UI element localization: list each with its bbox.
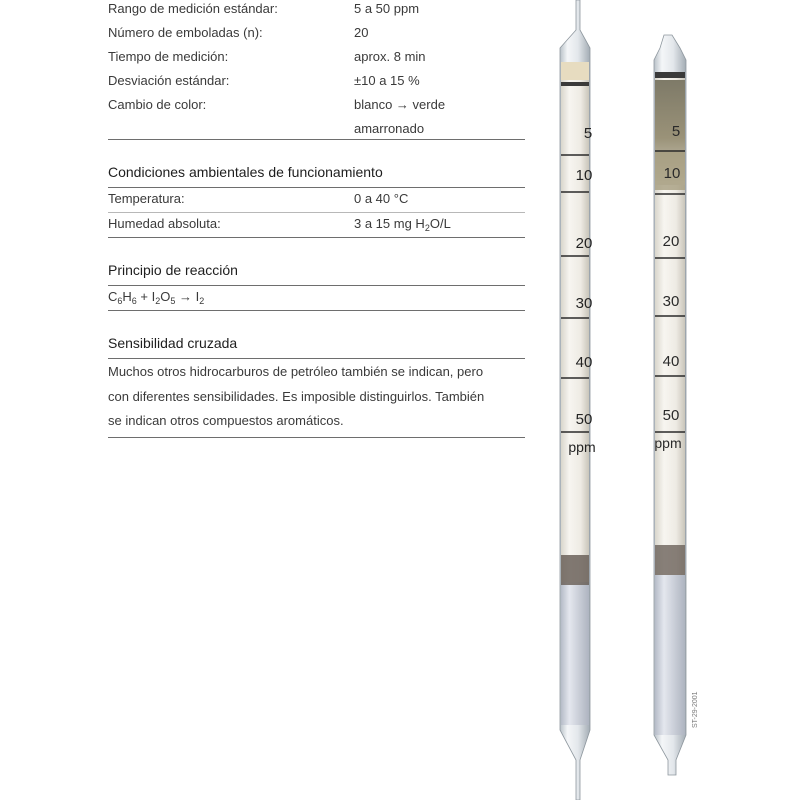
spec-label: Tiempo de medición: — [108, 49, 229, 64]
scale-label: 50 — [662, 407, 680, 424]
scale-label: 20 — [575, 235, 593, 252]
condition-row-temperature — [108, 188, 525, 212]
cross-sensitivity-title: Sensibilidad cruzada — [108, 335, 238, 351]
condition-value: 3 a 15 mg $H_2O/L$ — [354, 216, 451, 233]
scale-label: 5 — [583, 125, 593, 142]
text-line: se indican otros compuestos aromáticos. — [108, 413, 344, 428]
text-line: Muchos otros hidrocarburos de petróleo también se indican, pero — [108, 364, 484, 379]
spec-label: Número de emboladas (n): — [108, 25, 263, 40]
spec-label: Cambio de color: — [108, 97, 207, 112]
spec-row-strokes — [108, 23, 525, 47]
scale-label: 40 — [662, 353, 680, 370]
scale-label: 10 — [575, 167, 593, 184]
reaction-formula: $C_6H_6 + I_2O_5 \to I_2$ — [108, 289, 205, 306]
cross-sensitivity-text — [108, 359, 525, 437]
spec-value: ±10 a 15 % — [354, 73, 420, 88]
image-code: ST-29-2001 — [692, 691, 699, 728]
spec-row-range — [108, 0, 525, 23]
text-line: con diferentes sensibilidades. Es imposible distinguirlos. También — [108, 388, 485, 404]
condition-label: Temperatura: — [108, 191, 185, 206]
reaction-title: Principio de reacción — [108, 262, 238, 278]
spec-value: 20 — [354, 25, 369, 40]
scale-label: 40 — [575, 354, 593, 371]
scale-label: 30 — [662, 293, 680, 310]
scale-label: 50 — [575, 411, 593, 428]
tube-used — [654, 35, 686, 775]
spec-column — [108, 0, 525, 438]
spec-row-deviation — [108, 71, 525, 95]
scale-label: 20 — [662, 233, 680, 250]
condition-row-humidity — [108, 213, 525, 237]
spec-label: Rango de medición estándar: — [108, 1, 278, 16]
unit-label: ppm — [654, 435, 682, 451]
conditions-title: Condiciones ambientales de funcionamiento — [108, 164, 383, 180]
spec-row-color-change — [108, 95, 525, 143]
spec-row-time — [108, 47, 525, 71]
spec-label: Desviación estándar: — [108, 73, 230, 88]
scale-label: 5 — [671, 123, 681, 140]
spec-value: aprox. 8 min — [354, 49, 426, 64]
scale-label: 30 — [575, 295, 593, 312]
scale-label: 10 — [663, 165, 681, 182]
spec-value-line1: blanco → verde — [354, 97, 446, 112]
spec-value — [354, 93, 445, 141]
unit-label: ppm — [568, 439, 596, 455]
tube-unused — [560, 0, 596, 800]
spec-value-line2: amarronado — [354, 121, 425, 136]
condition-label: Humedad absoluta: — [108, 216, 221, 231]
condition-value: 0 a 40 °C — [354, 191, 409, 206]
detector-tubes-image — [540, 0, 740, 800]
divider — [108, 437, 525, 438]
spec-value: 5 a 50 ppm — [354, 1, 420, 16]
